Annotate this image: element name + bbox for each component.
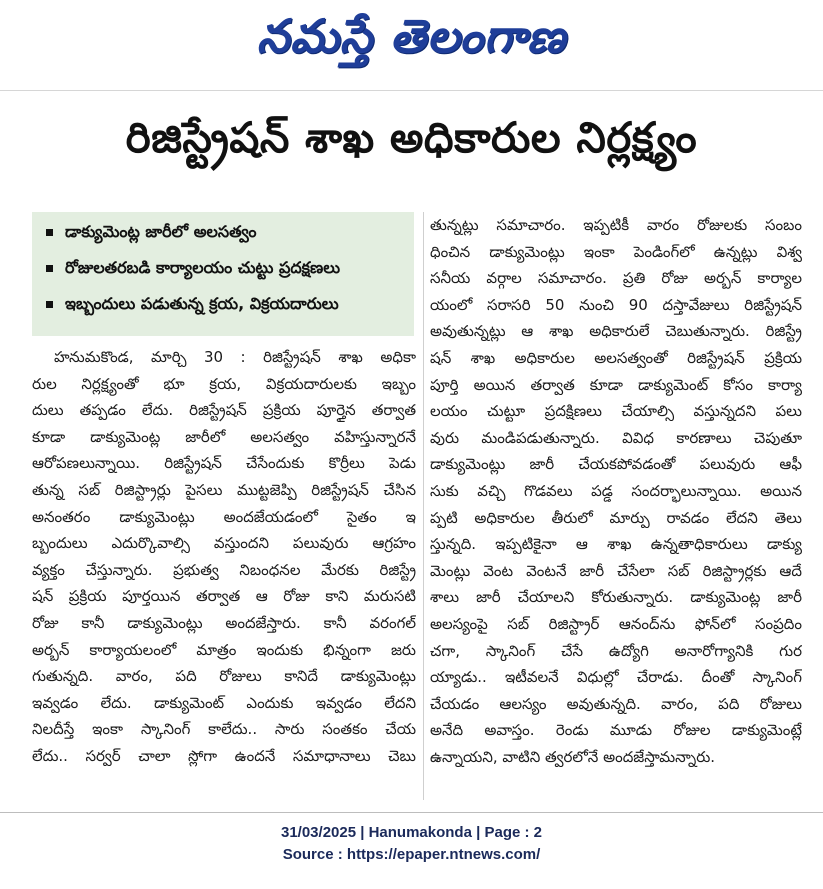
article-text-line: యంలో సరాసరి 50 నుంచి 90 దస్తావేజులు రిజిస్ట్రేషన్: [430, 295, 802, 314]
column-divider: [423, 212, 424, 800]
highlight-text: ఇబ్బందులు పడుతున్న క్రయ, విక్రయదారులు: [65, 294, 339, 313]
article-headline: రిజిస్ట్రేషన్ శాఖ అధికారుల నిర్లక్ష్యం: [125, 113, 698, 162]
masthead-divider: [0, 90, 823, 91]
article-text-line: షన్ ప్రక్రియ పూర్తయిన తర్వాత ఆ రోజు కాని మరుసటి: [32, 587, 416, 606]
article-text-line: సుకు వచ్చి గొడవలు పడ్డ సందర్భాలున్నాయి. అయిన: [430, 481, 802, 500]
article-text-line: షన్ శాఖ అధికారుల అలసత్వంతో రిజిస్ట్రేషన్ ప్రక్రియ: [430, 348, 802, 367]
article-text-line: రుల నిర్లక్ష్యంతో భూ క్రయ, విక్రయదారులకు ఇబ్బం: [32, 374, 416, 393]
article-text-line: ఇవ్వడం లేదు. డాక్యుమెంట్ ఎందుకు ఇవ్వడం లేదని: [32, 693, 416, 712]
highlight-text: డాక్యుమెంట్ల జారీలో అలసత్వం: [65, 222, 257, 241]
bullet-square-icon: [46, 301, 53, 308]
article-text-line: వురు మండిపడుతున్నారు. వివిధ కారణాలు చెపుతూ: [430, 428, 802, 447]
highlights-box: [32, 212, 414, 336]
article-text-line: స్తున్నది. ఇప్పటికైనా ఆ శాఖ ఉన్నతాధికారులు డాక్యు: [430, 535, 802, 554]
highlight-text: రోజులతరబడి కార్యాలయం చుట్టు ప్రదక్షణలు: [65, 258, 341, 277]
footer-source: Source : https://epaper.ntnews.com/: [282, 846, 541, 863]
article-text-line: చగా, స్కానింగ్ చేసే ఉద్యోగి అనారోగ్యానికి గుర: [430, 641, 802, 660]
article-text-line: గుతున్నది. వారం, పది రోజులు కానిదే డాక్యుమెంట్లు: [32, 667, 416, 686]
article-text-line: హనుమకొండ, మార్చి 30 : రిజిస్ట్రేషన్ శాఖ అధికా: [54, 348, 416, 366]
article-text-line: తున్నట్లు సమాచారం. ఇప్పటికీ వారం రోజులకు సంబం: [430, 216, 802, 234]
footer-divider: [0, 812, 823, 813]
article-text-line: దులు తప్పడం లేదు. రిజిస్ట్రేషన్ ప్రక్రియ పూర్తైన తర్వాత: [32, 401, 416, 420]
article-text-line: శాలు జారీ చేయాలని కోరుతున్నారు. డాక్యుమెంట్ల జారీ: [430, 588, 802, 607]
article-text-line: తున్న సబ్ రిజిస్ట్రార్లు పైసలు ముట్టజెప్పి రిజిస్ట్రేషన్ చేసిన: [32, 480, 416, 499]
newspaper-logo-title: నమస్తే తెలంగాణ: [256, 9, 567, 63]
masthead: [0, 0, 823, 84]
article-text-line: అర్బన్ కార్యాయలంలో మాత్రం ఇందుకు భిన్నంగా జరు: [32, 640, 416, 659]
article-text-line: ధించిన డాక్యుమెంట్లు ఇంకా పెండింగ్‌లో ఉన్నట్లు విశ్వ: [430, 242, 802, 261]
highlight-item: [44, 222, 402, 258]
article-text-line: డాక్యుమెంట్లు జారీ చేయకపోవడంతో పలువురు ఆఫీ: [430, 455, 802, 474]
article-text-line: ప్పటి అధికారుల తీరులో మార్పు రావడం లేదని తెలు: [430, 508, 802, 527]
highlight-item: [44, 258, 402, 294]
article-text-line: బ్బందులు ఎదుర్కొవాల్సి వస్తుందని పలువురు ఆగ్రహం: [32, 534, 416, 553]
bullet-square-icon: [46, 229, 53, 236]
article-text-line: ఆరోపణలున్నాయి. రిజిస్ట్రేషన్ చేసేందుకు కొర్రీలు పెడు: [32, 454, 416, 473]
article-text-line: య్యాడు.. ఇటీవలనే విధుల్లో చేరాడు. దీంతో స్కానింగ్: [430, 668, 802, 687]
article-text-line: సనీయ వర్గాల సమాచారం. ప్రతి రోజు అర్బన్ కార్యాల: [430, 269, 802, 288]
article-text-line: లయం చుట్టూ ప్రదక్షిణలు చేయాల్సి వస్తున్నదని పలు: [430, 402, 802, 421]
article-text-line: కూడా డాక్యుమెంట్ల జారీలో అలసత్వం వహిస్తున్నారనే: [32, 427, 416, 446]
page-footer: [0, 822, 823, 866]
article-text-line: అలస్యంపై సబ్ రిజిస్ట్రార్ ఆనంద్‌ను ఫోన్‌లో సంప్రదిం: [430, 614, 802, 633]
article-text-line: చేయడం ఆలస్యం అవుతున్నది. వారం, పది రోజులు: [430, 694, 802, 713]
article-text-line: అనంతరం డాక్యుమెంట్లు అందజేయడంలో సైతం ఇ: [32, 507, 416, 526]
article-text-line: పూర్తి అయిన తర్వాత కూడా డాక్యుమెంట్ కోసం కార్యా: [430, 375, 802, 394]
article-text-line: రోజు కానీ డాక్యుమెంట్లు అందజేస్తారు. కానీ వరంగల్: [32, 613, 416, 632]
article-text-line: వ్యక్తం చేస్తున్నారు. ప్రభుత్వ నిబంధనల మేరకు రిజిస్ట్రే: [32, 560, 416, 579]
article-text-line: లేదు.. సర్వర్ చాలా స్లోగా ఉందనే సమాధానాలు చెబు: [32, 746, 416, 765]
article-text-line: అవుతున్నట్లు ఆ శాఖ అధికారులే చెబుతున్నారు. రిజిస్ట్రే: [430, 322, 802, 341]
footer-date-edition: 31/03/2025 | Hanumakonda | Page : 2: [280, 824, 542, 841]
article-right-column: [430, 212, 802, 770]
highlight-item: [44, 294, 402, 330]
bullet-square-icon: [46, 265, 53, 272]
article-text-line: నిలదీస్తే ఇంకా స్కానింగ్ కాలేదు.. సారు సంతకం చేయ: [32, 720, 416, 739]
article-left-column: [32, 344, 416, 770]
article-text-line: అనేది అవాస్తం. రెండు మూడు రోజుల డాక్యుమెంట్లే: [430, 721, 802, 740]
article-text-line: ఉన్నాయని, వాటిని త్వరలోనే అందజేస్తామన్నారు.: [430, 747, 716, 766]
article-text-line: మెంట్లు వెంట వెంటనే జారీ చేసేలా సబ్ రిజిస్ట్రార్లకు ఆదే: [430, 561, 802, 580]
